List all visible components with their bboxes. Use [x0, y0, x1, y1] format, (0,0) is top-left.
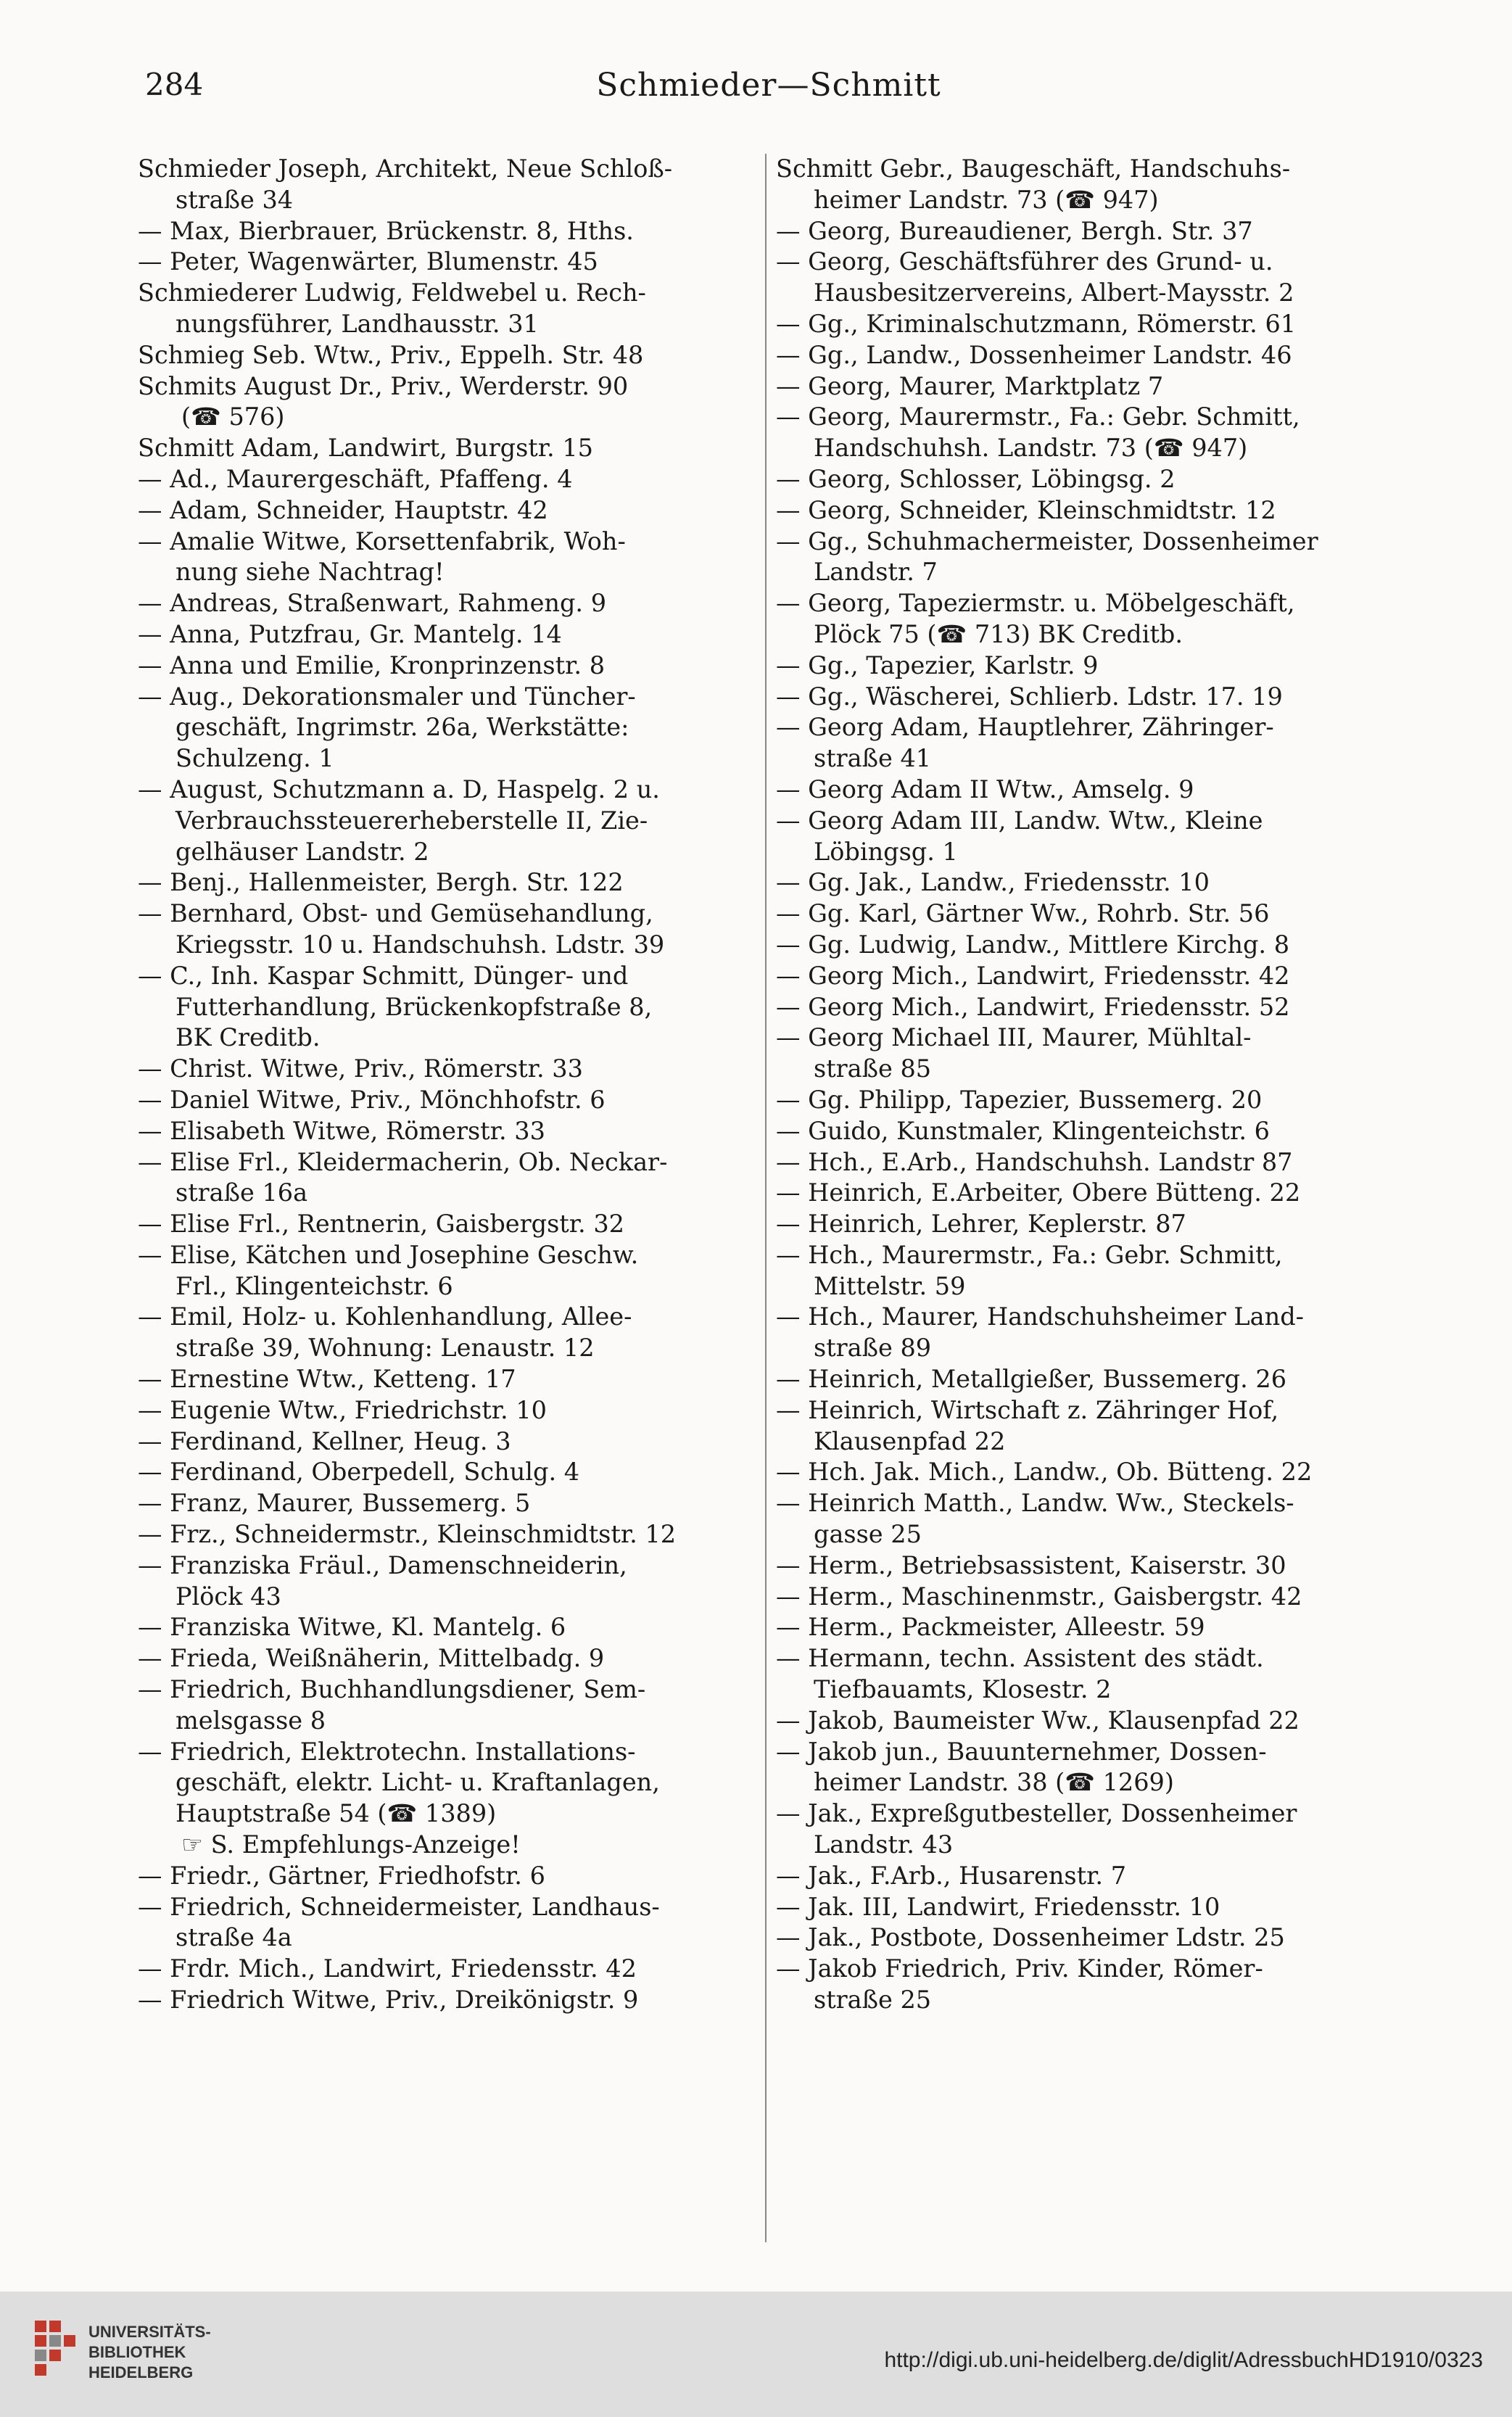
directory-entry: — Andreas, Straßenwart, Rahmeng. 9 [138, 589, 607, 618]
directory-entry: — Benj., Hallenmeister, Bergh. Str. 122 [138, 868, 624, 897]
source-url-link[interactable]: http://digi.ub.uni-heidelberg.de/diglit/AdressbuchHD1910/0323 [884, 2348, 1483, 2372]
entry-continuation: Plöck 75 (☎ 713) BK Creditb. [814, 619, 1183, 648]
directory-entry: — Georg Adam III, Landw. Wtw., Kleine [776, 806, 1263, 835]
directory-entry: — Frieda, Weißnäherin, Mittelbadg. 9 [138, 1644, 605, 1673]
directory-entry: — Jak., Expreßgutbesteller, Dossenheimer [776, 1799, 1297, 1828]
directory-entry: — Elise Frl., Kleidermacherin, Ob. Neckar- [138, 1147, 668, 1176]
entry-continuation: (☎ 576) [181, 402, 285, 431]
directory-entry: — Anna, Putzfrau, Gr. Mantelg. 14 [138, 619, 562, 648]
directory-entry: — Max, Bierbrauer, Brückenstr. 8, Hths. [138, 216, 634, 245]
directory-entry: — Friedrich, Elektrotechn. Installations- [138, 1737, 636, 1766]
library-name-line-1: UNIVERSITÄTS- [88, 2323, 211, 2341]
directory-entry: Schmieg Seb. Wtw., Priv., Eppelh. Str. 48 [138, 340, 644, 369]
column-divider [765, 154, 767, 2242]
entry-continuation: Futterhandlung, Brückenkopfstraße 8, [175, 992, 653, 1021]
entry-continuation: gasse 25 [814, 1520, 922, 1549]
page-title: Schmieder—Schmitt [596, 67, 941, 104]
entry-continuation: gelhäuser Landstr. 2 [175, 837, 429, 866]
entry-continuation: geschäft, Ingrimstr. 26a, Werkstätte: [175, 713, 629, 742]
entry-continuation: straße 4a [175, 1923, 292, 1952]
directory-entry: — Aug., Dekorationsmaler und Tüncher- [138, 682, 636, 711]
directory-entry: — Georg Michael III, Maurer, Mühltal- [776, 1023, 1252, 1052]
page-header [145, 67, 1392, 117]
entry-continuation: Landstr. 7 [814, 558, 938, 587]
directory-entry: — Gg. Ludwig, Landw., Mittlere Kirchg. 8 [776, 930, 1290, 959]
directory-entry: — Georg, Maurer, Marktplatz 7 [776, 371, 1164, 400]
entry-continuation: ☞ S. Empfehlungs-Anzeige! [181, 1830, 521, 1859]
entry-continuation: Mittelstr. 59 [814, 1271, 966, 1300]
entry-continuation: nungsführer, Landhausstr. 31 [175, 309, 539, 338]
entry-continuation: straße 34 [175, 185, 294, 214]
directory-entry: — Elise, Kätchen und Josephine Geschw. [138, 1240, 639, 1269]
footer-bar [0, 2292, 1512, 2417]
entry-continuation: Kriegsstr. 10 u. Handschuhsh. Ldstr. 39 [175, 930, 665, 959]
directory-entry: — Georg Adam II Wtw., Amselg. 9 [776, 774, 1194, 803]
directory-entry: — Georg, Tapeziermstr. u. Möbelgeschäft, [776, 589, 1295, 618]
directory-entry: — Georg, Geschäftsführer des Grund- u. [776, 247, 1273, 276]
directory-entry: — Elise Frl., Rentnerin, Gaisbergstr. 32 [138, 1210, 624, 1239]
directory-entry: — Gg. Jak., Landw., Friedensstr. 10 [776, 868, 1210, 897]
entry-continuation: Hausbesitzervereins, Albert-Maysstr. 2 [814, 278, 1294, 307]
directory-entry: — Gg., Schuhmachermeister, Dossenheimer [776, 526, 1318, 555]
entry-continuation: straße 16a [175, 1178, 308, 1207]
directory-entry: — Anna und Emilie, Kronprinzenstr. 8 [138, 650, 606, 679]
directory-entry: — Herm., Betriebsassistent, Kaiserstr. 30 [776, 1550, 1286, 1579]
directory-entry: — Ferdinand, Kellner, Heug. 3 [138, 1426, 511, 1455]
directory-entry: — Gg. Philipp, Tapezier, Bussemerg. 20 [776, 1085, 1263, 1114]
entry-continuation: nung siehe Nachtrag! [175, 558, 445, 587]
entry-continuation: straße 41 [814, 744, 932, 773]
directory-entry: Schmieder Joseph, Architekt, Neue Schloß- [138, 154, 673, 183]
entry-continuation: straße 39, Wohnung: Lenaustr. 12 [175, 1334, 595, 1363]
directory-entry: — Jak., Postbote, Dossenheimer Ldstr. 25 [776, 1923, 1285, 1952]
directory-entry: — Jak., F.Arb., Husarenstr. 7 [776, 1861, 1127, 1890]
entry-continuation: Hauptstraße 54 (☎ 1389) [175, 1799, 497, 1828]
page-number: 284 [145, 67, 204, 102]
directory-entry: — Georg Mich., Landwirt, Friedensstr. 52 [776, 992, 1290, 1021]
directory-entry: Schmits August Dr., Priv., Werderstr. 90 [138, 371, 629, 400]
library-name-line-3: HEIDELBERG [88, 2363, 194, 2381]
directory-entry: — Gg., Tapezier, Karlstr. 9 [776, 650, 1099, 679]
left-column [138, 154, 751, 2016]
entry-continuation: geschäft, elektr. Licht- u. Kraftanlagen, [175, 1768, 660, 1797]
directory-entry: — Hch. Jak. Mich., Landw., Ob. Bütteng. 22 [776, 1458, 1313, 1487]
directory-entry: — Heinrich, E.Arbeiter, Obere Bütteng. 22 [776, 1178, 1301, 1207]
directory-entry: — Bernhard, Obst- und Gemüsehandlung, [138, 899, 653, 928]
directory-entry: — Adam, Schneider, Hauptstr. 42 [138, 495, 548, 524]
entry-continuation: Klausenpfad 22 [814, 1426, 1006, 1455]
directory-entry: — Emil, Holz- u. Kohlenhandlung, Allee- [138, 1302, 632, 1331]
directory-entry: — Georg, Maurermstr., Fa.: Gebr. Schmitt, [776, 402, 1300, 431]
directory-entry: — Heinrich, Wirtschaft z. Zähringer Hof, [776, 1395, 1279, 1424]
directory-entry: — Hch., Maurermstr., Fa.: Gebr. Schmitt, [776, 1240, 1283, 1269]
directory-entry: — Herm., Packmeister, Alleestr. 59 [776, 1613, 1205, 1642]
directory-entry: — Frz., Schneidermstr., Kleinschmidtstr. 12 [138, 1520, 677, 1549]
entry-continuation: Handschuhsh. Landstr. 73 (☎ 947) [814, 434, 1248, 463]
entry-continuation: straße 25 [814, 1986, 932, 2015]
directory-entry: — Christ. Witwe, Priv., Römerstr. 33 [138, 1054, 583, 1083]
directory-entry: — Hch., Maurer, Handschuhsheimer Land- [776, 1302, 1304, 1331]
directory-entry: — Amalie Witwe, Korsettenfabrik, Woh- [138, 526, 626, 555]
directory-entry: — Jakob Friedrich, Priv. Kinder, Römer- [776, 1954, 1263, 1983]
directory-entry: — Georg, Schlosser, Löbingsg. 2 [776, 464, 1176, 493]
directory-entry: — Georg Adam, Hauptlehrer, Zähringer- [776, 713, 1274, 742]
entry-continuation: BK Creditb. [175, 1023, 321, 1052]
entry-continuation: Plöck 43 [175, 1582, 281, 1611]
entry-continuation: Tiefbauamts, Klosestr. 2 [814, 1675, 1112, 1704]
entry-continuation: Schulzeng. 1 [175, 744, 334, 773]
directory-entry: — Gg., Wäscherei, Schlierb. Ldstr. 17. 19 [776, 682, 1283, 711]
directory-entry: — Jak. III, Landwirt, Friedensstr. 10 [776, 1892, 1220, 1921]
directory-entry: — Franziska Fräul., Damenschneiderin, [138, 1550, 627, 1579]
directory-entry: — Gg., Landw., Dossenheimer Landstr. 46 [776, 340, 1292, 369]
directory-entry: — Franziska Witwe, Kl. Mantelg. 6 [138, 1613, 566, 1642]
directory-entry: — Peter, Wagenwärter, Blumenstr. 45 [138, 247, 598, 276]
directory-entry: — Gg. Karl, Gärtner Ww., Rohrb. Str. 56 [776, 899, 1270, 928]
entry-continuation: Landstr. 43 [814, 1830, 954, 1859]
entry-continuation: Löbingsg. 1 [814, 837, 958, 866]
right-column [776, 154, 1389, 2016]
directory-entry: — Jakob jun., Bauunternehmer, Dossen- [776, 1737, 1267, 1766]
entry-continuation: heimer Landstr. 38 (☎ 1269) [814, 1768, 1174, 1797]
directory-entry: — Heinrich, Lehrer, Keplerstr. 87 [776, 1210, 1186, 1239]
directory-entry: — Friedr., Gärtner, Friedhofstr. 6 [138, 1861, 545, 1890]
directory-entry: — Franz, Maurer, Bussemerg. 5 [138, 1489, 531, 1518]
directory-entry: — Ad., Maurergeschäft, Pfaffeng. 4 [138, 464, 573, 493]
directory-entry: — Friedrich, Schneidermeister, Landhaus- [138, 1892, 660, 1921]
directory-entry: Schmitt Adam, Landwirt, Burgstr. 15 [138, 434, 593, 463]
directory-entry: — Eugenie Wtw., Friedrichstr. 10 [138, 1395, 547, 1424]
directory-entry: — August, Schutzmann a. D, Haspelg. 2 u. [138, 774, 660, 803]
directory-entry: — Daniel Witwe, Priv., Mönchhofstr. 6 [138, 1085, 606, 1114]
directory-entry: — Elisabeth Witwe, Römerstr. 33 [138, 1116, 545, 1145]
entry-continuation: heimer Landstr. 73 (☎ 947) [814, 185, 1159, 214]
directory-entry: — Friedrich Witwe, Priv., Dreikönigstr. 9 [138, 1986, 639, 2015]
directory-entry: — Jakob, Baumeister Ww., Klausenpfad 22 [776, 1706, 1300, 1735]
library-name-line-2: BIBLIOTHEK [88, 2343, 186, 2361]
library-name [88, 2322, 211, 2383]
entry-continuation: Verbrauchssteuererheberstelle II, Zie- [175, 806, 648, 835]
directory-entry: Schmitt Gebr., Baugeschäft, Handschuhs- [776, 154, 1291, 183]
directory-entry: — Georg, Schneider, Kleinschmidtstr. 12 [776, 495, 1276, 524]
directory-entry: — Ernestine Wtw., Ketteng. 17 [138, 1365, 516, 1394]
entry-continuation: melsgasse 8 [175, 1706, 326, 1735]
directory-entry: — Friedrich, Buchhandlungsdiener, Sem- [138, 1675, 646, 1704]
directory-entry: — Heinrich, Metallgießer, Bussemerg. 26 [776, 1365, 1287, 1394]
directory-entry: — Hermann, techn. Assistent des städt. [776, 1644, 1264, 1673]
directory-entry: Schmiederer Ludwig, Feldwebel u. Rech- [138, 278, 646, 307]
directory-entry: — Heinrich Matth., Landw. Ww., Steckels- [776, 1489, 1294, 1518]
entry-continuation: Frl., Klingenteichstr. 6 [175, 1271, 453, 1300]
university-library-logo-icon [35, 2321, 75, 2386]
directory-entry: — Hch., E.Arb., Handschuhsh. Landstr 87 [776, 1147, 1293, 1176]
entry-continuation: straße 85 [814, 1054, 932, 1083]
directory-entry: — Gg., Kriminalschutzmann, Römerstr. 61 [776, 309, 1297, 338]
directory-entry: — Ferdinand, Oberpedell, Schulg. 4 [138, 1458, 580, 1487]
directory-entry: — Frdr. Mich., Landwirt, Friedensstr. 42 [138, 1954, 637, 1983]
directory-entry: — C., Inh. Kaspar Schmitt, Dünger- und [138, 961, 629, 990]
directory-entry: — Georg Mich., Landwirt, Friedensstr. 42 [776, 961, 1290, 990]
directory-entry: — Herm., Maschinenmstr., Gaisbergstr. 42 [776, 1582, 1302, 1611]
entry-continuation: straße 89 [814, 1334, 932, 1363]
directory-entry: — Guido, Kunstmaler, Klingenteichstr. 6 [776, 1116, 1270, 1145]
directory-entry: — Georg, Bureaudiener, Bergh. Str. 37 [776, 216, 1253, 245]
